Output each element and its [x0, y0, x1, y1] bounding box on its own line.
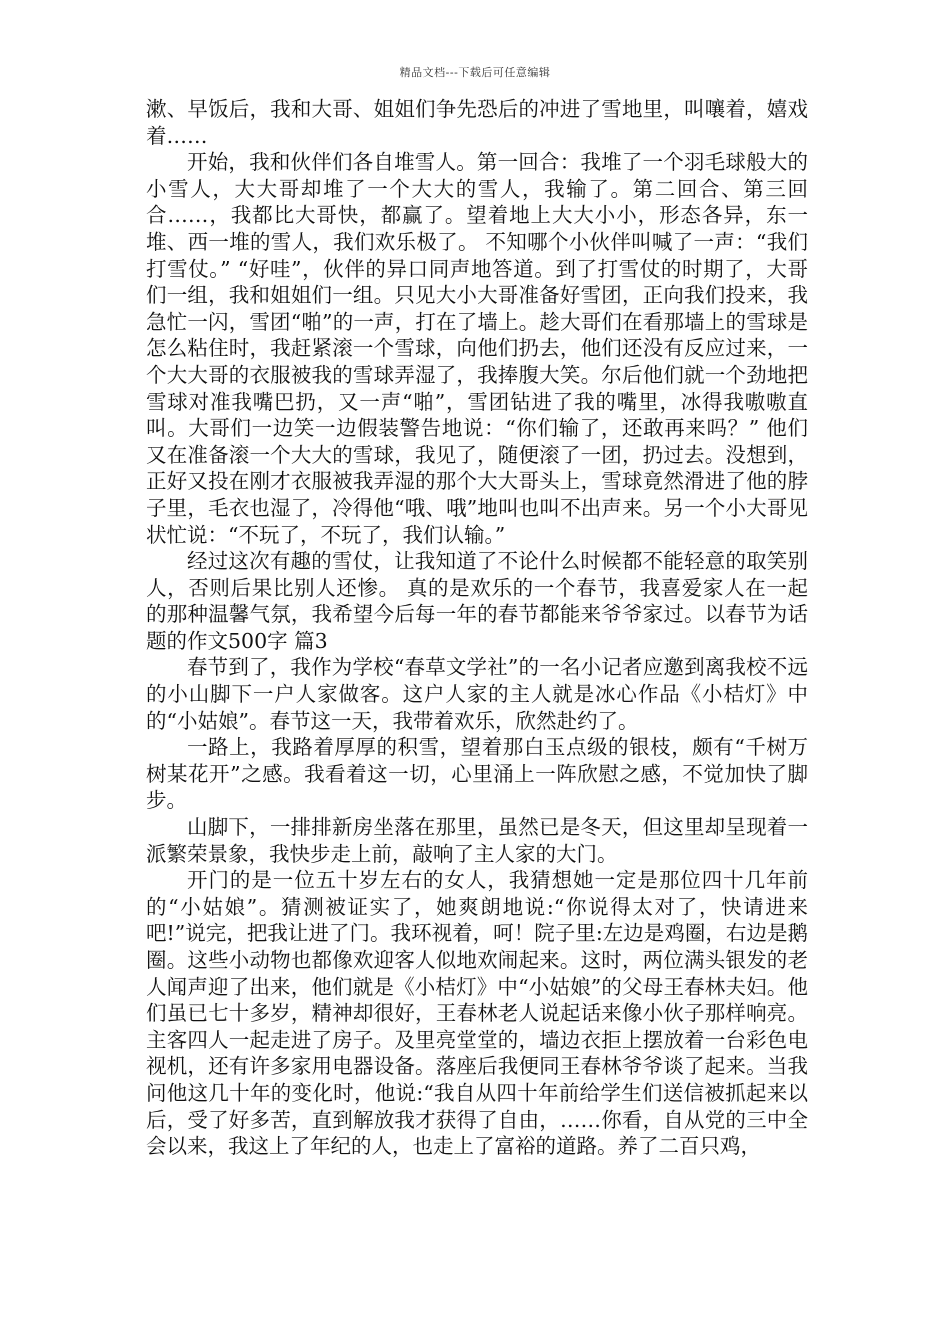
- paragraph: 开始，我和伙伴们各自堆雪人。第一回合：我堆了一个羽毛球般大的小雪人，大大哥却堆了一个大大的雪人，我输了。第二回合、第三回合……，我都比大哥快，都赢了。望着地上大大小小，形态各异，东一堆、西一堆的雪人，我们欢乐极了。 不知哪个小伙伴叫喊了一声：“我们打雪仗。” “好哇”，伙伴的异口同声地答道。到了打雪仗的时期了，大哥们一组，我和姐姐们一组。只见大小大哥准备好雪团，正向我们投来，我急忙一闪，雪团“啪”的一声，打在了墙上。趁大哥们在看那墙上的雪球是怎么粘住时，我赶紧滚一个雪球，向他们扔去，他们还没有反应过来，一个大大哥的衣服被我的雪球弄湿了，我捧腹大笑。尔后他们就一个劲地把雪球对准我嘴巴扔，又一声“啪”，雪团钻进了我的嘴里，冰得我嗷嗷直叫。大哥们一边笑一边假装警告地说：“你们输了，还敢再来吗？” 他们又在准备滚一个大大的雪球，我见了，随便滚了一团，扔过去。没想到，正好又投在刚才衣服被我弄湿的那个大大哥头上，雪球竟然滑进了他的脖子里，毛衣也湿了，冷得他“哦、哦”地叫也叫不出声来。另一个小大哥见状忙说：“不玩了，不玩了，我们认输。”: [146, 150, 808, 547]
- article-body: [146, 96, 808, 1160]
- paragraph: 漱、早饭后，我和大哥、姐姐们争先恐后的冲进了雪地里，叫嚷着，嬉戏着……: [146, 97, 808, 148]
- paragraph: 经过这次有趣的雪仗，让我知道了不论什么时候都不能轻意的取笑别人，否则后果比别人还惨。 真的是欢乐的一个春节，我喜爱家人在一起的那种温馨气氛，我希望今后每一年的春节都能来爷爷家过。以春节为话题的作文500字 篇3: [146, 549, 808, 653]
- paragraph: 开门的是一位五十岁左右的女人，我猜想她一定是那位四十几年前的“小姑娘”。猜测被证实了，她爽朗地说:“你说得太对了，快请进来吧!”说完，把我让进了门。我环视着，呵！院子里:左边是鸡圈，右边是鹅圈。这些小动物也都像欢迎客人似地欢闹起来。这时，两位满头银发的老人闻声迎了出来，他们就是《小桔灯》中“小姑娘”的父母王春林夫妇。他们虽已七十多岁，精神却很好，王春林老人说起话来像小伙子那样响亮。主客四人一起走进了房子。及里亮堂堂的，墙边衣拒上摆放着一台彩色电视机，还有许多家用电器设备。落座后我便同王春林爷爷谈了起来。当我问他这几十年的变化时，他说:“我自从四十年前给学生们送信被抓起来以后，受了好多苦，直到解放我才获得了自由，……你看，自从党的三中全会以来，我这上了年纪的人，也走上了富裕的道路。养了二百只鸡，: [146, 868, 808, 1159]
- paragraph: 山脚下，一排排新房坐落在那里，虽然已是冬天，但这里却呈现着一派繁荣景象，我快步走上前，敲响了主人家的大门。: [146, 815, 808, 866]
- page-header: 精品文档---下载后可任意编辑: [399, 66, 551, 79]
- paragraph: 春节到了，我作为学校“春草文学社”的一名小记者应邀到离我校不远的小山脚下一户人家做客。这户人家的主人就是冰心作品《小桔灯》中的“小姑娘”。春节这一天，我带着欢乐，欣然赴约了。: [146, 655, 808, 733]
- paragraph: 一路上，我路着厚厚的积雪，望着那白玉点级的银枝，颇有“千树万树某花开”之感。我看着这一切，心里涌上一阵欣慰之感，不觉加快了脚步。: [146, 735, 808, 813]
